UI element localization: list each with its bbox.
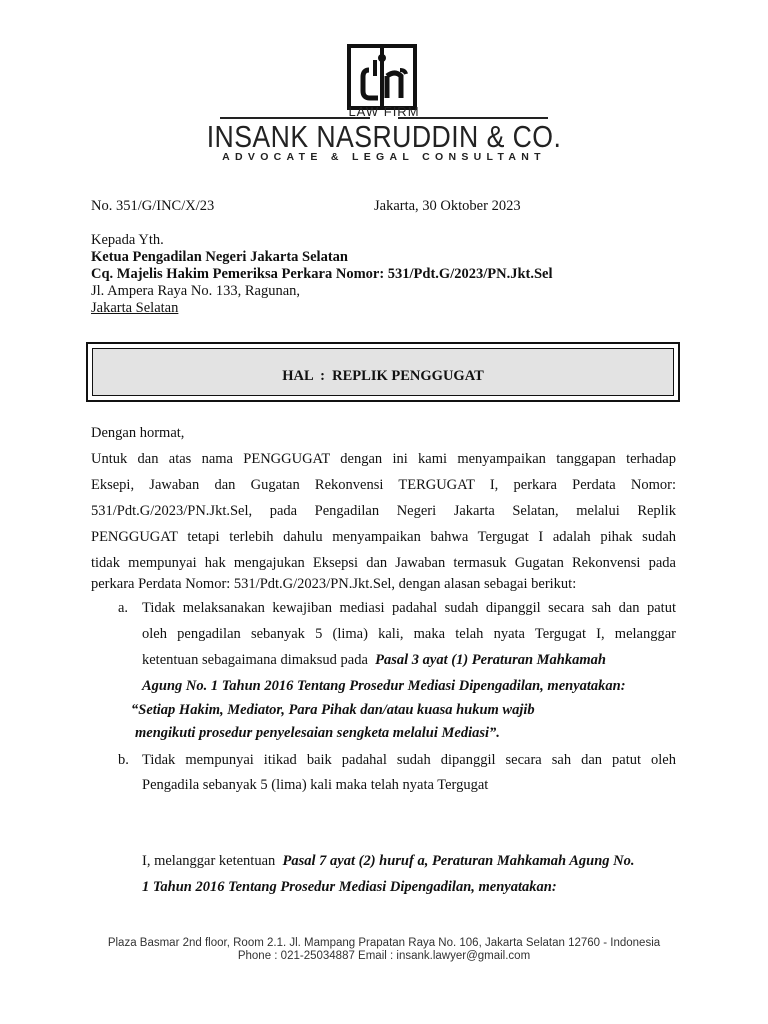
footer-address: Plaza Basmar 2nd floor, Room 2.1. Jl. Mampang Prapatan Raya No. 106, Jakarta Selatan 12760 - Indonesia (107, 937, 661, 949)
footer (0, 937, 768, 963)
logo-monogram-icon (351, 48, 413, 106)
item-a-line: oleh pengadilan sebanyak 5 (lima) kali, maka telah nyata Tergugat I, melanggar (142, 626, 676, 642)
salutation: Dengan hormat, (91, 425, 185, 441)
list-marker-b: b. (118, 752, 129, 768)
letter-number: No. 351/G/INC/X/23 (91, 198, 215, 214)
regulation-quote: “Setiap Hakim, Mediator, Para Pihak dan/atau kuasa hukum wajib (131, 702, 535, 718)
regulation-reference: Pasal 7 ayat (2) huruf a, Peraturan Mahkamah Agung No. (282, 853, 635, 869)
intro-line: tidak mempunyai hak mengajukan Eksepsi dan Jawaban termasuk Gugatan Rekonvensi pada (91, 555, 676, 571)
recipient-greeting: Kepada Yth. (91, 232, 164, 248)
subject-box (86, 342, 680, 402)
law-firm-label: LAW FIRM (348, 104, 420, 119)
item-a-line (142, 650, 606, 670)
regulation-reference: Pasal 3 ayat (1) Peraturan Mahkamah (375, 652, 606, 668)
recipient-city: Jakarta Selatan (91, 300, 179, 316)
regulation-reference: Agung No. 1 Tahun 2016 Tentang Prosedur Mediasi Dipengadilan, menyatakan: (142, 678, 626, 694)
intro-line: perkara Perdata Nomor: 531/Pdt.G/2023/PN.Jkt.Sel, dengan alasan sebagai berikut: (91, 576, 577, 592)
intro-line: Eksepi, Jawaban dan Gugatan Rekonvensi TERGUGAT I, perkara Perdata Nomor: (91, 477, 676, 493)
intro-line: 531/Pdt.G/2023/PN.Jkt.Sel, pada Pengadilan Negeri Jakarta Selatan, melalui Replik (91, 503, 676, 519)
firm-logo (347, 44, 417, 110)
item-b-line: Tidak mempunyai itikad baik padahal sudah dipanggil secara sah dan patut oleh (142, 752, 676, 768)
letter-date: Jakarta, 30 Oktober 2023 (374, 198, 521, 214)
firm-name: INSANK NASRUDDIN & CO. (206, 119, 562, 154)
item-b-line (142, 851, 634, 871)
intro-line: Untuk dan atas nama PENGGUGAT dengan ini kami menyampaikan tanggapan terhadap (91, 451, 676, 467)
recipient-address: Jl. Ampera Raya No. 133, Ragunan, (91, 283, 301, 299)
item-a-text: ketentuan sebagaimana dimaksud pada (142, 652, 376, 668)
regulation-reference: 1 Tahun 2016 Tentang Prosedur Mediasi Dipengadilan, menyatakan: (142, 879, 557, 895)
footer-contact: Phone : 021-25034887 Email : insank.lawyer@gmail.com (237, 950, 531, 962)
item-b-line: Pengadila sebanyak 5 (lima) kali maka telah nyata Tergugat (142, 777, 489, 793)
regulation-quote: mengikuti prosedur penyelesaian sengketa melalui Mediasi”. (135, 725, 500, 741)
subject-text: HAL : REPLIK PENGGUGAT (282, 368, 484, 384)
intro-line: PENGGUGAT tetapi terlebih dahulu menyampaikan bahwa Tergugat I adalah pihak sudah (91, 529, 676, 545)
item-a-line: Tidak melaksanakan kewajiban mediasi padahal sudah dipanggil secara sah dan patut (142, 600, 676, 616)
firm-subtitle: ADVOCATE & LEGAL CONSULTANT (222, 151, 546, 163)
recipient-name: Ketua Pengadilan Negeri Jakarta Selatan (91, 249, 348, 265)
list-marker-a: a. (118, 600, 129, 616)
item-b-text: I, melanggar ketentuan (142, 853, 283, 869)
recipient-cq: Cq. Majelis Hakim Pemeriksa Perkara Nomor: 531/Pdt.G/2023/PN.Jkt.Sel (91, 266, 553, 282)
